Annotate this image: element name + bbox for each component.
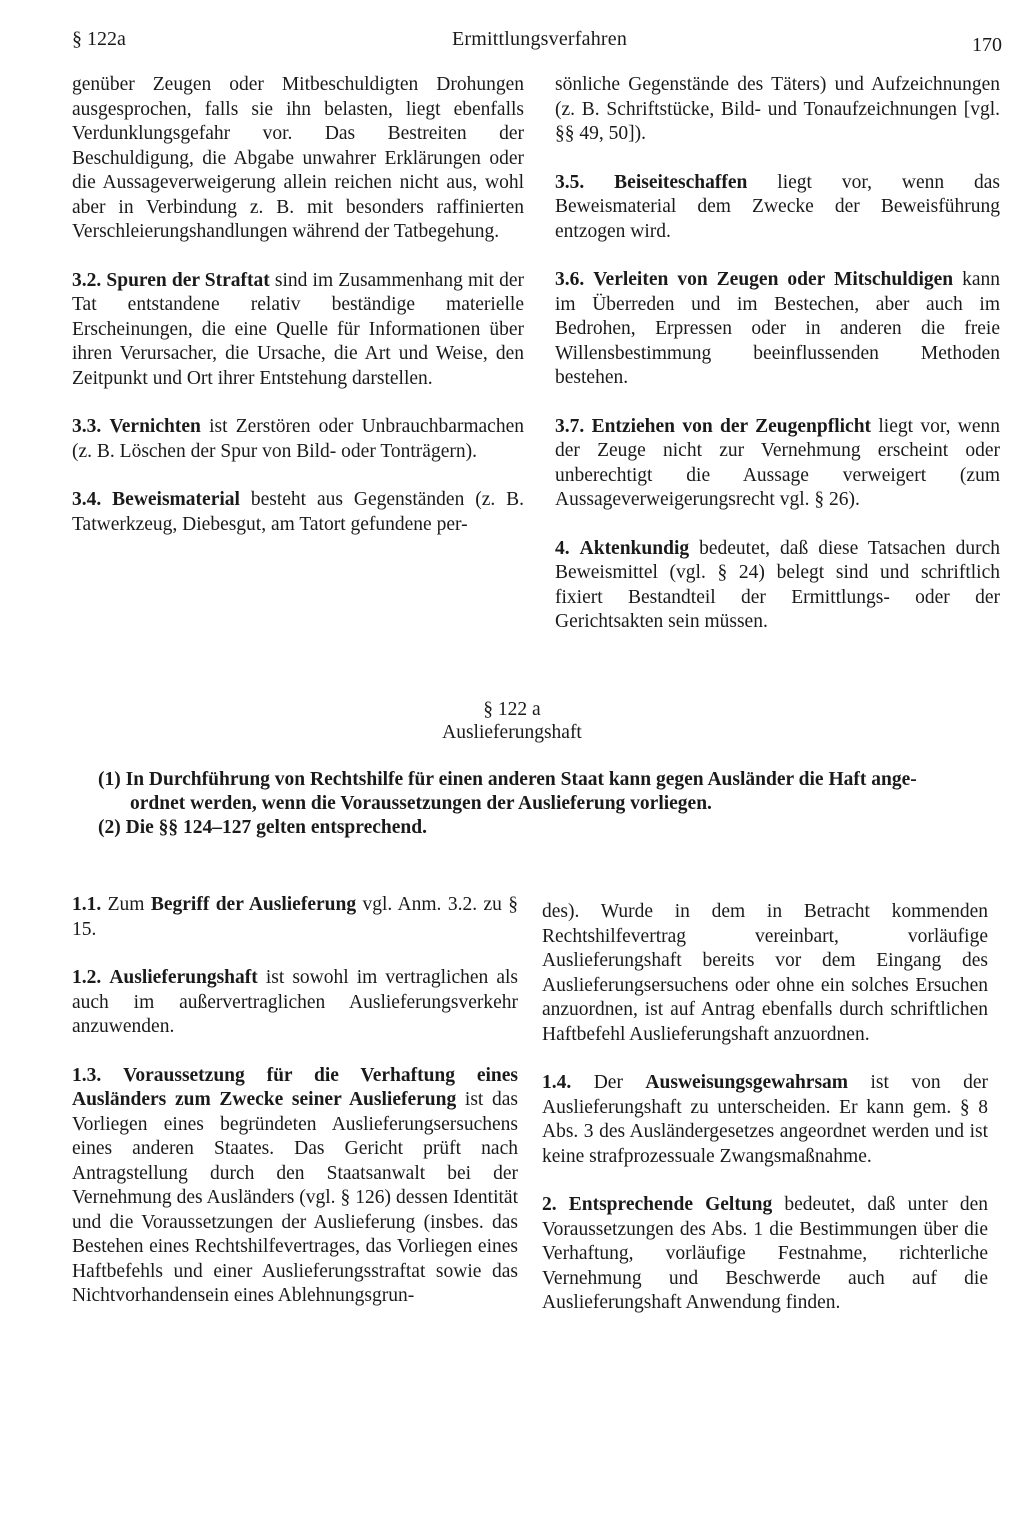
paragraph-number: 1.3.: [72, 1064, 102, 1086]
statute-line-2: ordnet werden, wenn die Voraussetzungen der Auslieferung vorliegen.: [130, 793, 712, 814]
paragraph-text: sind im Zusammenhang mit der Tat entstandene relativ beständige materielle Erscheinungen, die eine Quelle für Informationen über ihren Verursacher, die Ursache, die Art und Weise, den Zeitpunkt und Ort ihrer Entstehung darstellen.: [72, 269, 524, 389]
paragraph-number: 3.6.: [555, 269, 585, 290]
page-number: 170: [972, 34, 1002, 56]
paragraph-3-3: [72, 415, 524, 464]
paragraph-number: 1.1.: [72, 894, 102, 915]
paragraph-3-2: [72, 269, 524, 392]
paragraph-number: 4.: [555, 537, 570, 559]
paragraph-number: 1.2.: [72, 967, 102, 988]
paragraph-term: Beiseiteschaffen: [614, 171, 748, 193]
paragraph-term: Verleiten von Zeugen oder Mitschuldigen: [593, 269, 954, 290]
paragraph-term: Auslieferungshaft: [109, 967, 258, 988]
paragraph-1-1: [72, 893, 518, 942]
paragraph-3-4: [72, 488, 524, 537]
paragraph-term: Entziehen von der Zeugenpflicht: [591, 415, 872, 437]
paragraph-number: 3.4.: [72, 489, 102, 510]
paragraph-term: Aktenkundig: [579, 537, 690, 559]
paragraph-term: Entsprechende Geltung: [568, 1194, 773, 1215]
paragraph-number: 2.: [542, 1194, 557, 1215]
statute-line-3: (2) Die §§ 124–127 gelten entsprechend.: [98, 817, 427, 838]
paragraph-continuation: genüber Zeugen oder Mitbeschuldigten Drohungen ausgesprochen, falls sie ihn belasten, liegt ebenfalls Verdunklungsgefahr vor. Das Bestreiten der Beschuldigung, die Abgabe unwahrer Erklärungen oder die Aussageverweigerung allein reichen nicht aus, wohl aber in Verbindung z. B. mit besonders raffinierten Verschleierungshandlungen während der Tatbegehung.: [72, 74, 524, 242]
column-bottom-right: [542, 900, 988, 1340]
paragraph-term: Beweismaterial: [112, 489, 240, 510]
paragraph-text: bedeutet, daß diese Tatsachen durch Beweismittel (vgl. § 24) belegt sind und schriftlich fixiert Bestandteil der Ermittlungs- oder der Gerichtsakten sein müssen.: [555, 537, 1001, 632]
paragraph-1-3: [72, 1064, 518, 1309]
paragraph-continuation: des). Wurde in dem in Betracht kommenden Rechtshilfevertrag vereinbart, vorläufige Auslieferungshaft bereits vor dem Eingang des Auslieferungsersuchens oder ohne ein solches Ersuchen anzuordnen, ist auf Antrag ebenfalls durch schriftlichen Haftbefehl Auslieferungshaft anzuordnen.: [542, 901, 988, 1045]
paragraph-1-2: [72, 966, 518, 1040]
paragraph-3-6: [555, 268, 1000, 391]
section-title-heading: Auslieferungshaft: [442, 722, 582, 743]
section-number-heading: § 122 a: [483, 699, 541, 720]
paragraph-4: [555, 537, 1000, 635]
paragraph-pre: Der: [571, 1072, 646, 1093]
paragraph-text: ist Zerstören oder Unbrauchbarmachen (z. B. Löschen der Spur von Bild- oder Tonträgern).: [72, 416, 524, 462]
paragraph-number: 1.4.: [542, 1072, 572, 1093]
paragraph-3-5: [555, 171, 1000, 245]
paragraph-text: ist sowohl im vertraglichen als auch im außervertraglichen Auslieferungsverkehr anzuwenden.: [72, 967, 518, 1037]
paragraph-text: liegt vor, wenn der Zeuge nicht zur Vernehmung erscheint oder unberechtigt die Aussage verweigert (zum Aussageverweigerungsrecht vgl. § 26).: [555, 415, 1001, 510]
paragraph-text: bedeutet, daß unter den Voraussetzungen des Abs. 1 die Bestimmungen über die Verhaftung, vorläufige Festnahme, richterliche Vernehmung und Beschwerde auch auf die Auslieferungshaft Anwendung finden.: [542, 1194, 988, 1313]
running-header: [72, 20, 1002, 56]
paragraph-pre: Zum: [101, 894, 151, 915]
statute-text: [98, 768, 978, 840]
header-section-ref: § 122a: [72, 28, 126, 50]
paragraph-term: Begriff der Auslieferung: [150, 894, 357, 915]
paragraph-term: Spuren der Straftat: [106, 269, 270, 291]
paragraph-1-4: [542, 1071, 988, 1169]
paragraph-number: 3.2.: [72, 269, 102, 291]
paragraph-term: Voraussetzung für die Verhaftung eines Ausländers zum Zwecke seiner Auslieferung: [72, 1064, 518, 1110]
paragraph-3-7: [555, 415, 1000, 513]
paragraph-text: ist das Vorliegen eines begründeten Auslieferungsersuchens eines anderen Staates. Das Gericht prüft nach Antragstellung durch den Staatsanwalt bei der Vernehmung des Ausländers (vgl. § 126) dessen Identität und die Voraussetzungen der Auslieferung (insbes. das Bestehen eines Rechtshilfevertrages, das Vorliegen eines Haftbefehls und einer Auslieferungsstraftat sowie das Nichtvorhandensein eines Ablehnungsgrun-: [72, 1089, 518, 1306]
paragraph-2: [542, 1193, 988, 1316]
paragraph-term: Vernichten: [109, 416, 201, 437]
paragraph-continuation: sönliche Gegenstände des Täters) und Aufzeichnungen (z. B. Schriftstücke, Bild- und Tonaufzeichnungen [vgl. §§ 49, 50]).: [555, 74, 1000, 144]
paragraph-text: vgl. Anm. 3.2. zu § 15.: [72, 894, 518, 940]
paragraph-text: kann im Überreden und im Bestechen, aber auch im Bedrohen, Erpressen oder in anderen die freie Willensbestimmung beeinflussenden Methoden bestehen.: [555, 269, 1001, 388]
paragraph-text: ist von der Auslieferungshaft zu unterscheiden. Er kann gem. § 8 Abs. 3 des Ausländergesetzes angeordnet werden und ist keine strafprozessuale Zwangsmaßnahme.: [542, 1072, 989, 1167]
statute-line-1: (1) In Durchführung von Rechtshilfe für einen anderen Staat kann gegen Ausländer die Haft ange-: [98, 769, 917, 790]
paragraph-text: liegt vor, wenn das Beweismaterial dem Zwecke der Beweisführung entzogen wird.: [555, 171, 1001, 242]
paragraph-term: Ausweisungsgewahrsam: [645, 1072, 849, 1093]
column-top-right: [555, 73, 1000, 659]
column-top-left: [72, 73, 524, 561]
paragraph-number: 3.3.: [72, 416, 102, 437]
header-title: Ermittlungsverfahren: [452, 28, 628, 50]
paragraph-number: 3.7.: [555, 415, 585, 437]
paragraph-text: besteht aus Gegenständen (z. B. Tatwerkzeug, Diebesgut, am Tatort gefundene per-: [72, 489, 525, 535]
paragraph-number: 3.5.: [555, 171, 585, 193]
column-bottom-left: [72, 893, 518, 1333]
